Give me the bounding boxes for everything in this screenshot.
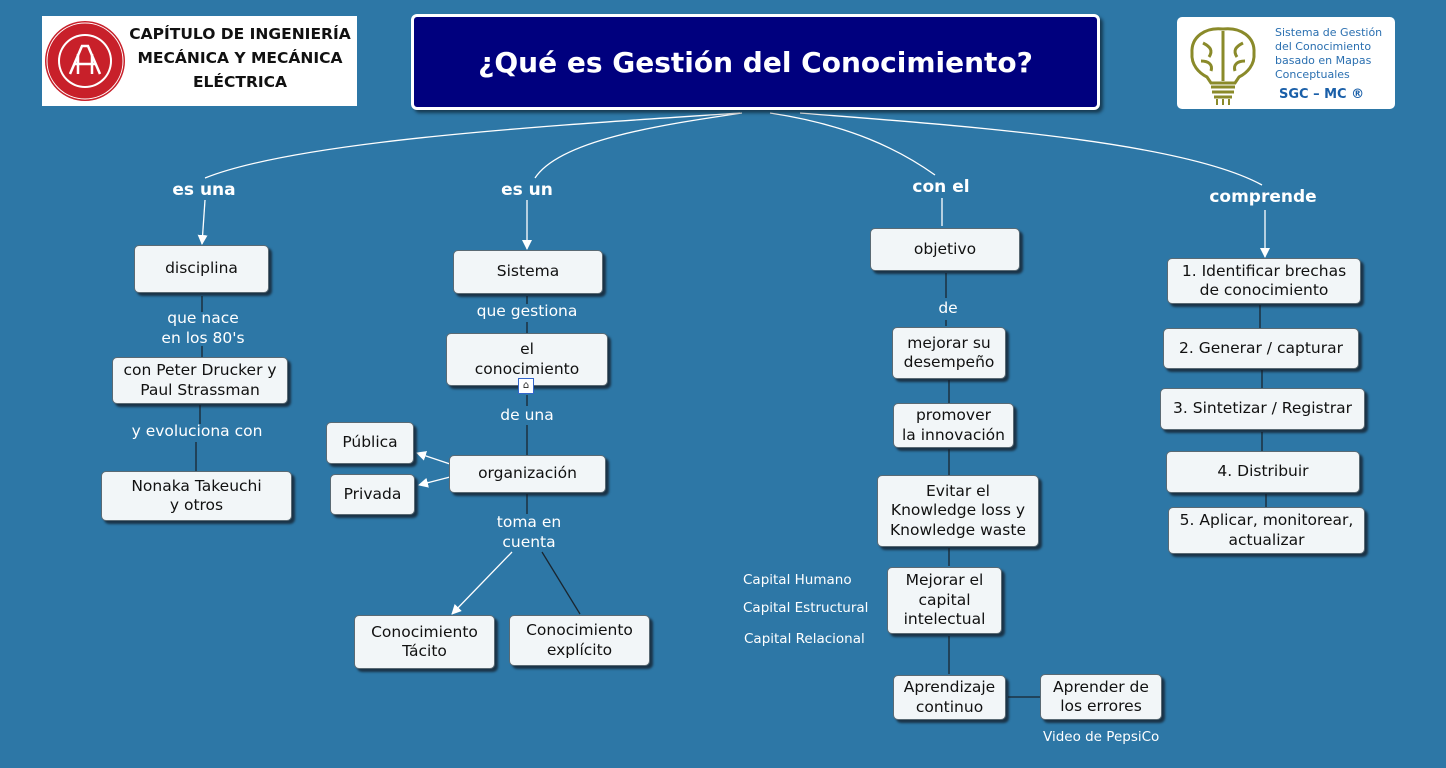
note-capital-estructural: Capital Estructural	[743, 600, 869, 616]
note-video-pepsico[interactable]: Video de PepsiCo	[1043, 729, 1160, 745]
node-disciplina[interactable]: disciplina	[134, 245, 269, 293]
node-errores[interactable]: Aprender de los errores	[1040, 674, 1162, 720]
node-privada[interactable]: Privada	[330, 474, 415, 515]
logo-subtitle: Sistema de Gestión del Conocimiento basado en Mapas Conceptuales	[1275, 26, 1383, 81]
link-es-un: es un	[501, 180, 553, 200]
cip-chapter-logo	[42, 16, 357, 106]
link-comprende: comprende	[1209, 187, 1317, 207]
node-conocimiento[interactable]: el conocimiento	[446, 333, 608, 386]
note-capital-humano: Capital Humano	[743, 572, 852, 588]
link-de-una: de una	[500, 406, 554, 424]
map-title[interactable]: ¿Qué es Gestión del Conocimiento?	[411, 14, 1100, 110]
node-tacito[interactable]: Conocimiento Tácito	[354, 615, 495, 669]
brain-bulb-icon	[1183, 21, 1263, 105]
node-paso-2[interactable]: 2. Generar / capturar	[1163, 328, 1359, 369]
node-paso-3[interactable]: 3. Sintetizar / Registrar	[1160, 388, 1365, 430]
node-publica[interactable]: Pública	[326, 422, 414, 464]
link-de: de	[938, 299, 958, 317]
node-drucker[interactable]: con Peter Drucker y Paul Strassman	[112, 357, 288, 404]
node-nonaka[interactable]: Nonaka Takeuchi y otros	[101, 471, 292, 521]
node-capital-intelectual[interactable]: Mejorar el capital intelectual	[887, 567, 1002, 634]
node-objetivo[interactable]: objetivo	[870, 228, 1020, 271]
node-explicito[interactable]: Conocimiento explícito	[509, 615, 650, 666]
cip-seal-icon	[44, 18, 126, 104]
link-y-evoluciona: y evoluciona con	[131, 422, 263, 440]
node-paso-5[interactable]: 5. Aplicar, monitorear, actualizar	[1168, 507, 1365, 554]
node-desempeno[interactable]: mejorar su desempeño	[892, 327, 1006, 379]
node-paso-4[interactable]: 4. Distribuir	[1166, 451, 1360, 493]
note-capital-relacional: Capital Relacional	[744, 631, 865, 647]
link-con-el: con el	[912, 177, 970, 197]
link-es-una: es una	[172, 180, 236, 200]
node-innovacion[interactable]: promover la innovación	[893, 403, 1014, 448]
resource-attachment-icon[interactable]: ⌂	[518, 378, 534, 394]
link-que-gestiona: que gestiona	[476, 302, 578, 320]
chapter-name: CAPÍTULO DE INGENIERÍA MECÁNICA Y MECÁNICA ELÉCTRICA	[129, 25, 351, 91]
logo-brand: SGC – MC ®	[1279, 87, 1365, 102]
node-aprendizaje[interactable]: Aprendizaje continuo	[893, 675, 1006, 720]
node-paso-1[interactable]: 1. Identificar brechas de conocimiento	[1167, 258, 1361, 304]
sgc-mc-logo	[1177, 17, 1395, 109]
node-sistema[interactable]: Sistema	[453, 250, 603, 294]
link-que-nace: que nace en los 80's	[161, 309, 245, 347]
node-knowledge[interactable]: Evitar el Knowledge loss y Knowledge waste	[877, 475, 1039, 547]
node-organizacion[interactable]: organización	[449, 455, 606, 493]
link-toma-en-cuenta: toma en cuenta	[496, 513, 562, 551]
